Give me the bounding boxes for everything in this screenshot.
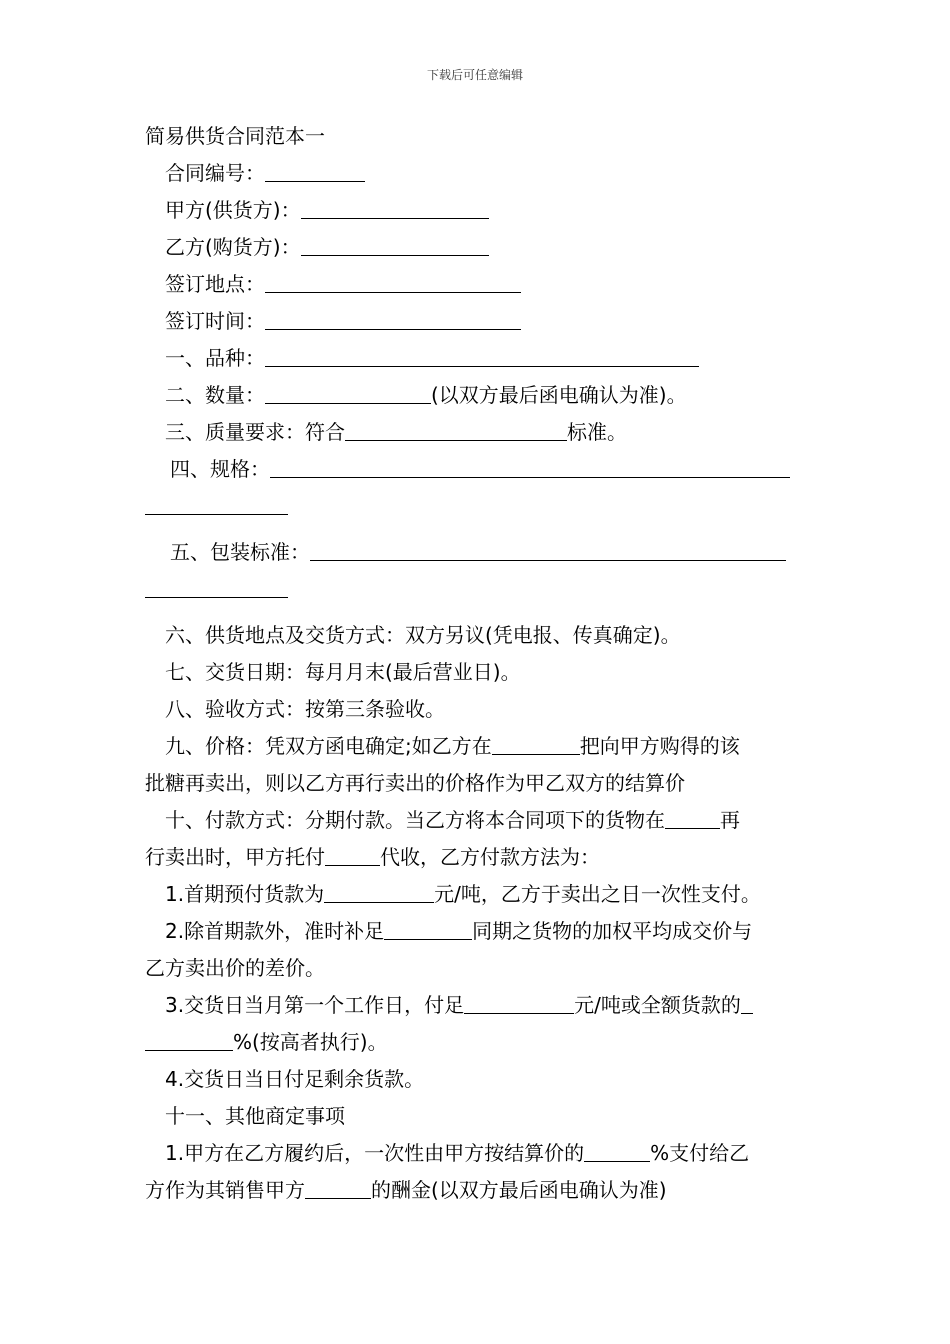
spec-line [145, 451, 810, 488]
payment-item-3c: %(按高者执行)。 [233, 1030, 388, 1054]
sign-place-label: 签订地点： [165, 272, 265, 296]
contract-number-label: 合同编号： [165, 161, 265, 185]
payment-item-1a: 1.首期预付货款为 [165, 882, 325, 906]
variety-line [145, 340, 810, 377]
payment-item-2c: 乙方卖出价的差价。 [145, 956, 325, 980]
delivery-date-line [145, 654, 810, 691]
payment-text-cont: 再 [720, 808, 740, 832]
delivery-place-line [145, 617, 810, 654]
spec-continuation [145, 488, 810, 520]
other-item-1 [145, 1135, 810, 1172]
payment-item-3-cont [145, 1024, 810, 1061]
party-a-line [145, 192, 810, 229]
contract-body [145, 118, 810, 1209]
party-a-label: 甲方(供货方)： [165, 198, 301, 222]
price-text-cont: 把向甲方购得的该 [579, 734, 740, 758]
delivery-place-text: 六、供货地点及交货方式：双方另议(凭电报、传真确定)。 [165, 623, 681, 647]
packaging-continuation [145, 571, 810, 603]
packaging-blank-continued[interactable] [145, 577, 288, 598]
quality-label: 三、质量要求：符合 [165, 420, 345, 444]
payment-item-3b: 元/吨或全额货款的 [574, 993, 741, 1017]
variety-label: 一、品种： [165, 346, 265, 370]
percent-blank[interactable] [145, 1030, 233, 1051]
packaging-label: 五、包装标准： [170, 540, 310, 564]
party-b-line [145, 229, 810, 266]
price-line [145, 728, 810, 765]
sign-place-blank[interactable] [265, 272, 521, 293]
quantity-label: 二、数量： [165, 383, 265, 407]
packaging-blank[interactable] [310, 540, 786, 561]
other-matters-heading [145, 1098, 810, 1135]
payment-agent-blank[interactable] [325, 845, 380, 866]
delivery-date-text: 七、交货日期：每月月末(最后营业日)。 [165, 660, 521, 684]
other-matters-text: 十一、其他商定事项 [165, 1104, 345, 1128]
spec-blank[interactable] [270, 457, 790, 478]
price-label: 九、价格：凭双方函电确定;如乙方在 [165, 734, 492, 758]
other-item-1c: 方作为其销售甲方 [145, 1178, 305, 1202]
per-ton-blank[interactable] [464, 993, 574, 1014]
sign-time-line [145, 303, 810, 340]
payment-item-4 [145, 1061, 810, 1098]
inspection-line [145, 691, 810, 728]
spec-blank-continued[interactable] [145, 494, 288, 515]
other-item-1-cont [145, 1172, 810, 1209]
packaging-line [145, 534, 810, 571]
inspection-text: 八、验收方式：按第三条验收。 [165, 697, 445, 721]
quality-suffix: 标准。 [567, 420, 627, 444]
quality-line [145, 414, 810, 451]
party-a-blank[interactable] [301, 198, 489, 219]
supplement-blank[interactable] [384, 919, 472, 940]
commission-percent-blank[interactable] [584, 1141, 650, 1162]
payment-item-4-text: 4.交货日当日付足剩余货款。 [165, 1067, 425, 1091]
quantity-note: (以双方最后函电确认为准)。 [431, 383, 687, 407]
spec-label: 四、规格： [170, 457, 270, 481]
payment-line-2 [145, 839, 810, 876]
title-text: 简易供货合同范本一 [145, 124, 325, 148]
price-blank[interactable] [492, 734, 580, 755]
sign-time-blank[interactable] [265, 309, 521, 330]
payment-text-2b: 代收，乙方付款方法为： [380, 845, 600, 869]
payment-item-1 [145, 876, 810, 913]
other-item-1a: 1.甲方在乙方履约后，一次性由甲方按结算价的 [165, 1141, 585, 1165]
sign-place-line [145, 266, 810, 303]
page-header-note: 下载后可任意编辑 [426, 68, 523, 82]
payment-blank[interactable] [665, 808, 720, 829]
payment-item-3 [145, 987, 810, 1024]
payment-label: 十、付款方式：分期付款。当乙方将本合同项下的货物在 [165, 808, 665, 832]
other-item-1d: 的酬金(以双方最后函电确认为准) [371, 1178, 667, 1202]
payment-item-2-cont [145, 950, 810, 987]
payment-item-2b: 同期之货物的加权平均成交价与 [472, 919, 753, 943]
variety-blank[interactable] [265, 346, 699, 367]
price-line-2 [145, 765, 810, 802]
other-item-1b: %支付给乙 [650, 1141, 750, 1165]
sales-blank[interactable] [305, 1178, 371, 1199]
quantity-line [145, 377, 810, 414]
payment-text-2a: 行卖出时，甲方托付 [145, 845, 325, 869]
party-b-label: 乙方(购货方)： [165, 235, 301, 259]
payment-item-3a: 3.交货日当月第一个工作日，付足 [165, 993, 465, 1017]
percent-blank-start[interactable] [741, 993, 753, 1014]
sign-time-label: 签订时间： [165, 309, 265, 333]
payment-item-1b: 元/吨，乙方于卖出之日一次性支付。 [434, 882, 761, 906]
quality-blank[interactable] [345, 420, 567, 441]
payment-item-2 [145, 913, 810, 950]
quantity-blank[interactable] [265, 383, 431, 404]
price-text-2: 批糖再卖出，则以乙方再行卖出的价格作为甲乙双方的结算价 [145, 771, 685, 795]
contract-number-blank[interactable] [265, 161, 365, 182]
contract-title [145, 118, 810, 155]
contract-number-line [145, 155, 810, 192]
party-b-blank[interactable] [301, 235, 489, 256]
payment-line [145, 802, 810, 839]
payment-item-2a: 2.除首期款外，准时补足 [165, 919, 385, 943]
prepay-blank[interactable] [324, 882, 434, 903]
